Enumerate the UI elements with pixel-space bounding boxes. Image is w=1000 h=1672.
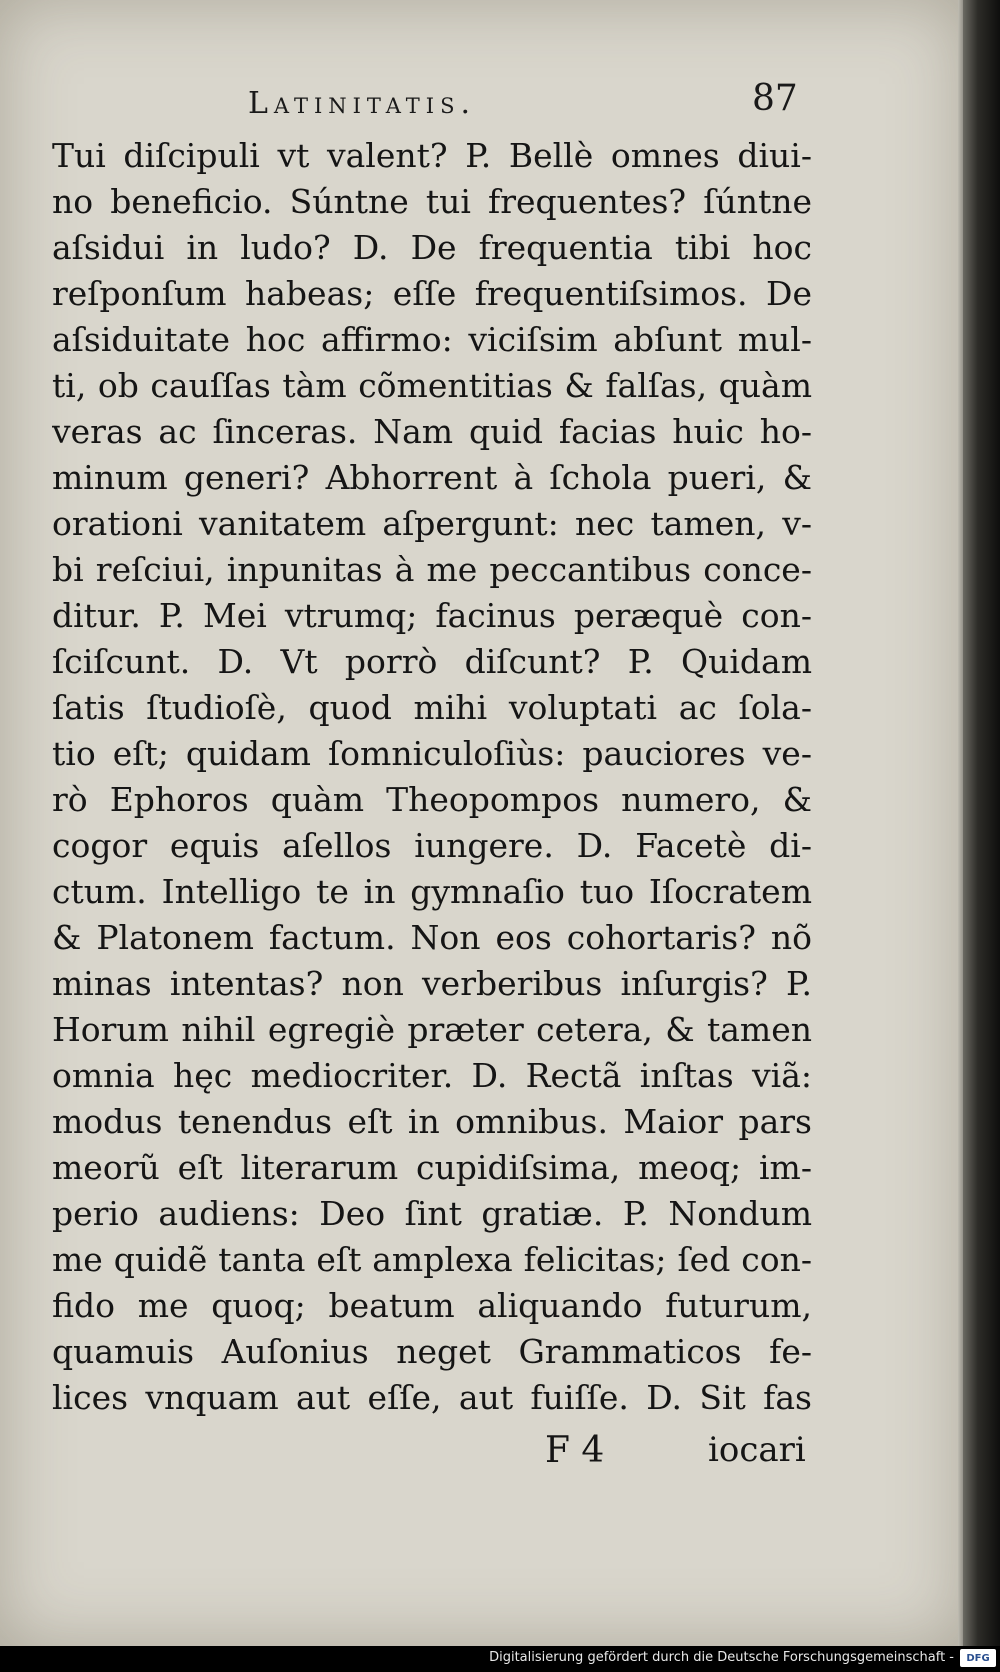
text-line: lices vnquam aut eſſe, aut fuiſſe. D. Sit fas (52, 1378, 812, 1417)
text-line: Horum nihil egregiè præter cetera, & tamen (52, 1010, 812, 1049)
text-line: rò Ephoros quàm Theopompos numero, & (52, 780, 812, 819)
text-line: cogor equis aſellos iungere. D. Facetè di- (52, 826, 812, 865)
page-number: 87 (752, 78, 798, 119)
text-line: omnia hęc mediocriter. D. Rectã inſtas viã: (52, 1056, 812, 1095)
text-line: quamuis Auſonius neget Grammaticos fe- (52, 1332, 812, 1371)
text-line: ſatis ſtudioſè, quod mihi voluptati ac ſola- (52, 688, 812, 727)
catchword: iocari (708, 1430, 806, 1470)
text-line: ctum. Intelligo te in gymnaſio tuo Iſocratem (52, 872, 812, 911)
text-line: no beneficio. Súntne tui frequentes? ſúntne (52, 182, 812, 221)
text-line: aſsiduitate hoc affirmo: viciſsim abſunt mul- (52, 320, 812, 359)
text-line: & Platonem factum. Non eos cohortaris? nõ (52, 918, 812, 957)
digitization-credit: Digitalisierung gefördert durch die Deutsche Forschungsgemeinschaft - (489, 1650, 954, 1665)
text-line: ſciſcunt. D. Vt porrò diſcunt? P. Quidam (52, 642, 812, 681)
text-line: meorũ eſt literarum cupidiſsima, meoq; im- (52, 1148, 812, 1187)
text-line: me quidẽ tanta eſt amplexa felicitas; ſed con- (52, 1240, 812, 1279)
signature-mark: F 4 (545, 1430, 605, 1471)
dfg-logo (960, 1649, 996, 1667)
text-line: fido me quoq; beatum aliquando futurum, (52, 1286, 812, 1325)
running-head (0, 78, 963, 128)
text-line: bi reſciui, inpunitas à me peccantibus conce- (52, 550, 812, 589)
text-line: tio eſt; quidam ſomniculoſiùs: pauciores ve- (52, 734, 812, 773)
text-line: veras ac ſinceras. Nam quid facias huic ho- (52, 412, 812, 451)
text-line: ti, ob cauſſas tàm cõmentitias & falſas, quàm (52, 366, 812, 405)
page-edge-shadow (963, 0, 1000, 1646)
text-line: perio audiens: Deo ſint gratiæ. P. Nondum (52, 1194, 812, 1233)
text-line: minum generi? Abhorrent à ſchola pueri, & (52, 458, 812, 497)
text-line: modus tenendus eſt in omnibus. Maior pars (52, 1102, 812, 1141)
text-line: orationi vanitatem aſpergunt: nec tamen, v- (52, 504, 812, 543)
running-head-title: Latinitatis. (248, 86, 477, 121)
catchline (0, 1430, 963, 1480)
digitization-footer (0, 1646, 1000, 1672)
text-line: minas intentas? non verberibus inſurgis? P. (52, 964, 812, 1003)
text-line: Tui diſcipuli vt valent? P. Bellè omnes diui- (52, 136, 812, 175)
dfg-logo-text: DFG (966, 1652, 990, 1664)
text-line: ditur. P. Mei vtrumq; facinus peræquè con- (52, 596, 812, 635)
text-line: reſponſum habeas; eſſe frequentiſsimos. De (52, 274, 812, 313)
text-line: aſsidui in ludo? D. De frequentia tibi hoc (52, 228, 812, 267)
